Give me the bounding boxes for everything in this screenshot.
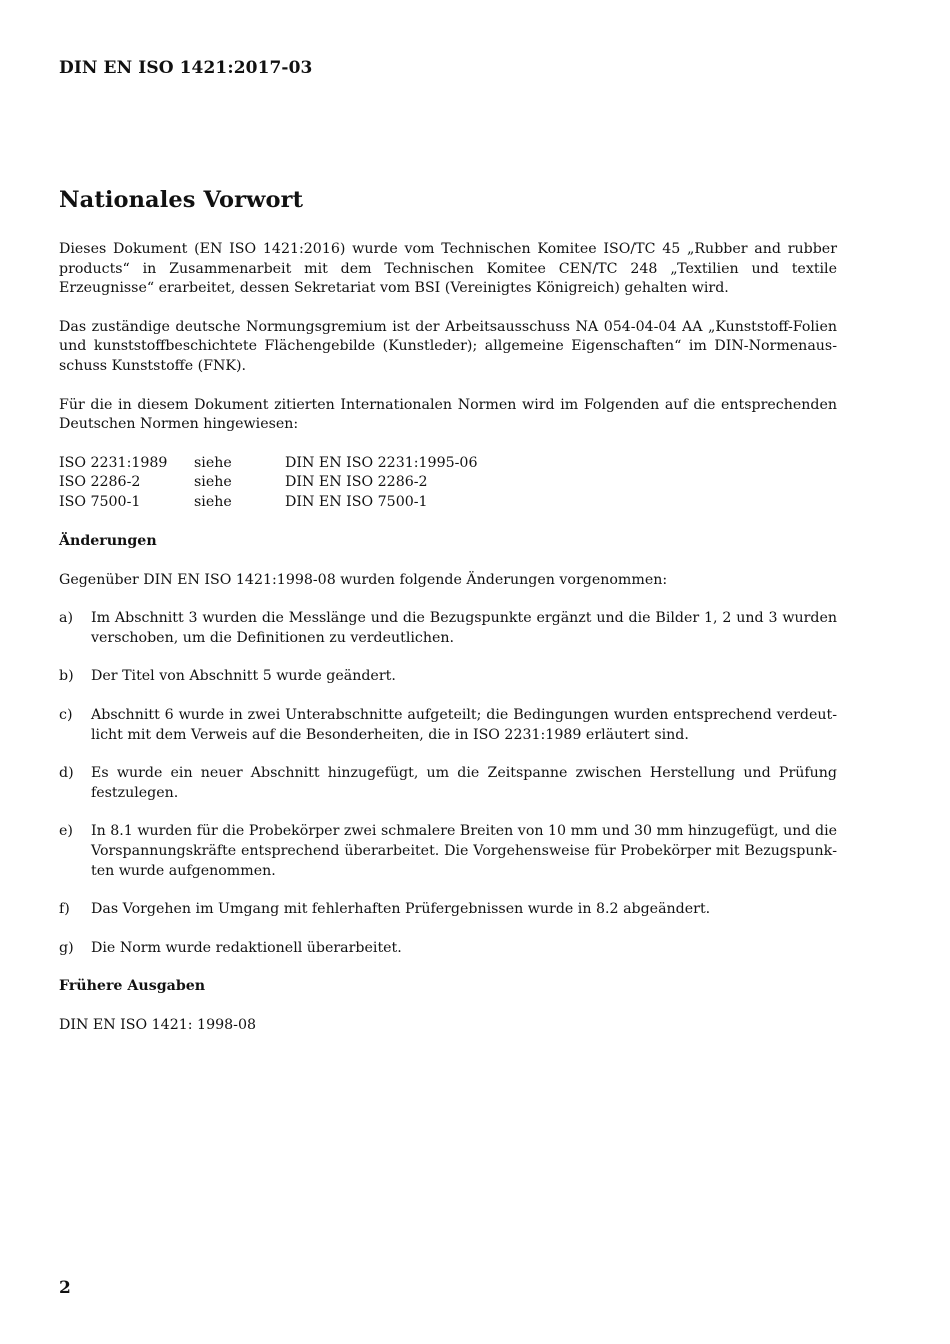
list-item — [59, 822, 837, 881]
reference-see: siehe — [194, 493, 232, 510]
reference-row — [59, 493, 478, 513]
changes-intro: Gegenüber DIN EN ISO 1421:1998-08 wurden folgende Änderungen vorgenommen: — [59, 571, 668, 588]
list-item — [59, 939, 837, 959]
list-item — [59, 609, 837, 648]
list-marker: b) — [59, 668, 74, 685]
list-marker: c) — [59, 707, 73, 723]
reference-row — [59, 454, 478, 474]
list-item-text: Im Abschnitt 3 wurden die Messlänge und die Bezugspunkte ergänzt und die Bilder 1, 2 und 3 wurden verschoben, um die Definitionen zu verdeutlichen. — [91, 610, 837, 646]
list-marker: e) — [59, 823, 73, 840]
reference-row — [59, 473, 478, 493]
reference-iso: ISO 7500-1 — [59, 493, 141, 510]
list-item-text: In 8.1 wurden für die Probekörper zwei schmalere Breiten von 10 mm und 30 mm hinzugefügt, und die Vorspannungskräfte entsprechend überarbeitet. Die Vorgehensweise für Probekörper mit Bezugspunkten wurde aufgenommen. — [91, 823, 837, 879]
previous-editions-text: DIN EN ISO 1421: 1998-08 — [59, 1016, 256, 1033]
reference-iso: ISO 2231:1989 — [59, 454, 168, 471]
list-marker: g) — [59, 939, 74, 956]
reference-din: DIN EN ISO 7500-1 — [285, 493, 428, 510]
list-item-text: Abschnitt 6 wurde in zwei Unterabschnitte aufgeteilt; die Bedingungen wurden entsprechend verdeutlicht mit dem Verweis auf die Besonderheiten, die in ISO 2231:1989 erläutert sind. — [91, 707, 837, 743]
reference-iso: ISO 2286-2 — [59, 474, 141, 491]
list-marker: f) — [59, 901, 70, 918]
list-item-text: Es wurde ein neuer Abschnitt hinzugefügt, um die Zeitspanne zwischen Herstellung und Prüfung festzulegen. — [91, 765, 837, 801]
list-marker: a) — [59, 610, 73, 627]
reference-din: DIN EN ISO 2231:1995-06 — [285, 454, 478, 471]
list-item-text: Die Norm wurde redaktionell überarbeitet. — [91, 939, 402, 956]
list-item — [59, 667, 837, 687]
reference-see: siehe — [194, 454, 232, 471]
reference-table — [59, 454, 478, 513]
list-item-text: Der Titel von Abschnitt 5 wurde geändert. — [91, 668, 396, 685]
list-item — [59, 764, 837, 803]
paragraph-references-intro: Für die in diesem Dokument zitierten Internationalen Normen wird im Folgenden auf die entsprechenden Deutschen Normen hingewiesen: — [59, 396, 837, 433]
list-item — [59, 706, 837, 745]
changes-list — [59, 609, 837, 958]
reference-din: DIN EN ISO 2286-2 — [285, 474, 428, 491]
list-item-text: Das Vorgehen im Umgang mit fehlerhaften Prüfergebnissen wurde in 8.2 abgeändert. — [91, 901, 711, 918]
list-marker: d) — [59, 765, 74, 782]
reference-see: siehe — [194, 474, 232, 491]
changes-heading: Änderungen — [59, 533, 157, 550]
paragraph-national-body: Das zuständige deutsche Normungsgremium ist der Arbeitsausschuss NA 054-04-04 AA „Kunststoff-Folien und kunststoffbeschichtete Flächengebilde (Kunstleder); allgemeine Eigenschaften“ im DIN-Normenausschuss Kunststoffe (FNK). — [59, 318, 837, 374]
page-title: Nationales Vorwort — [59, 187, 304, 213]
previous-editions-heading: Frühere Ausgaben — [59, 978, 206, 995]
document-header: DIN EN ISO 1421:2017-03 — [59, 58, 313, 78]
document-body — [59, 240, 837, 1036]
page-number: 2 — [59, 1278, 71, 1298]
paragraph-committee: Dieses Dokument (EN ISO 1421:2016) wurde vom Technischen Komitee ISO/TC 45 „Rubber and rubber products“ in Zusammenarbeit mit dem Technischen Komitee CEN/TC 248 „Textilien und textile Erzeugnisse“ erarbeitet, dessen Sekretariat vom BSI (Vereinigtes Königreich) gehalten wird. — [59, 241, 837, 297]
list-item — [59, 900, 837, 920]
